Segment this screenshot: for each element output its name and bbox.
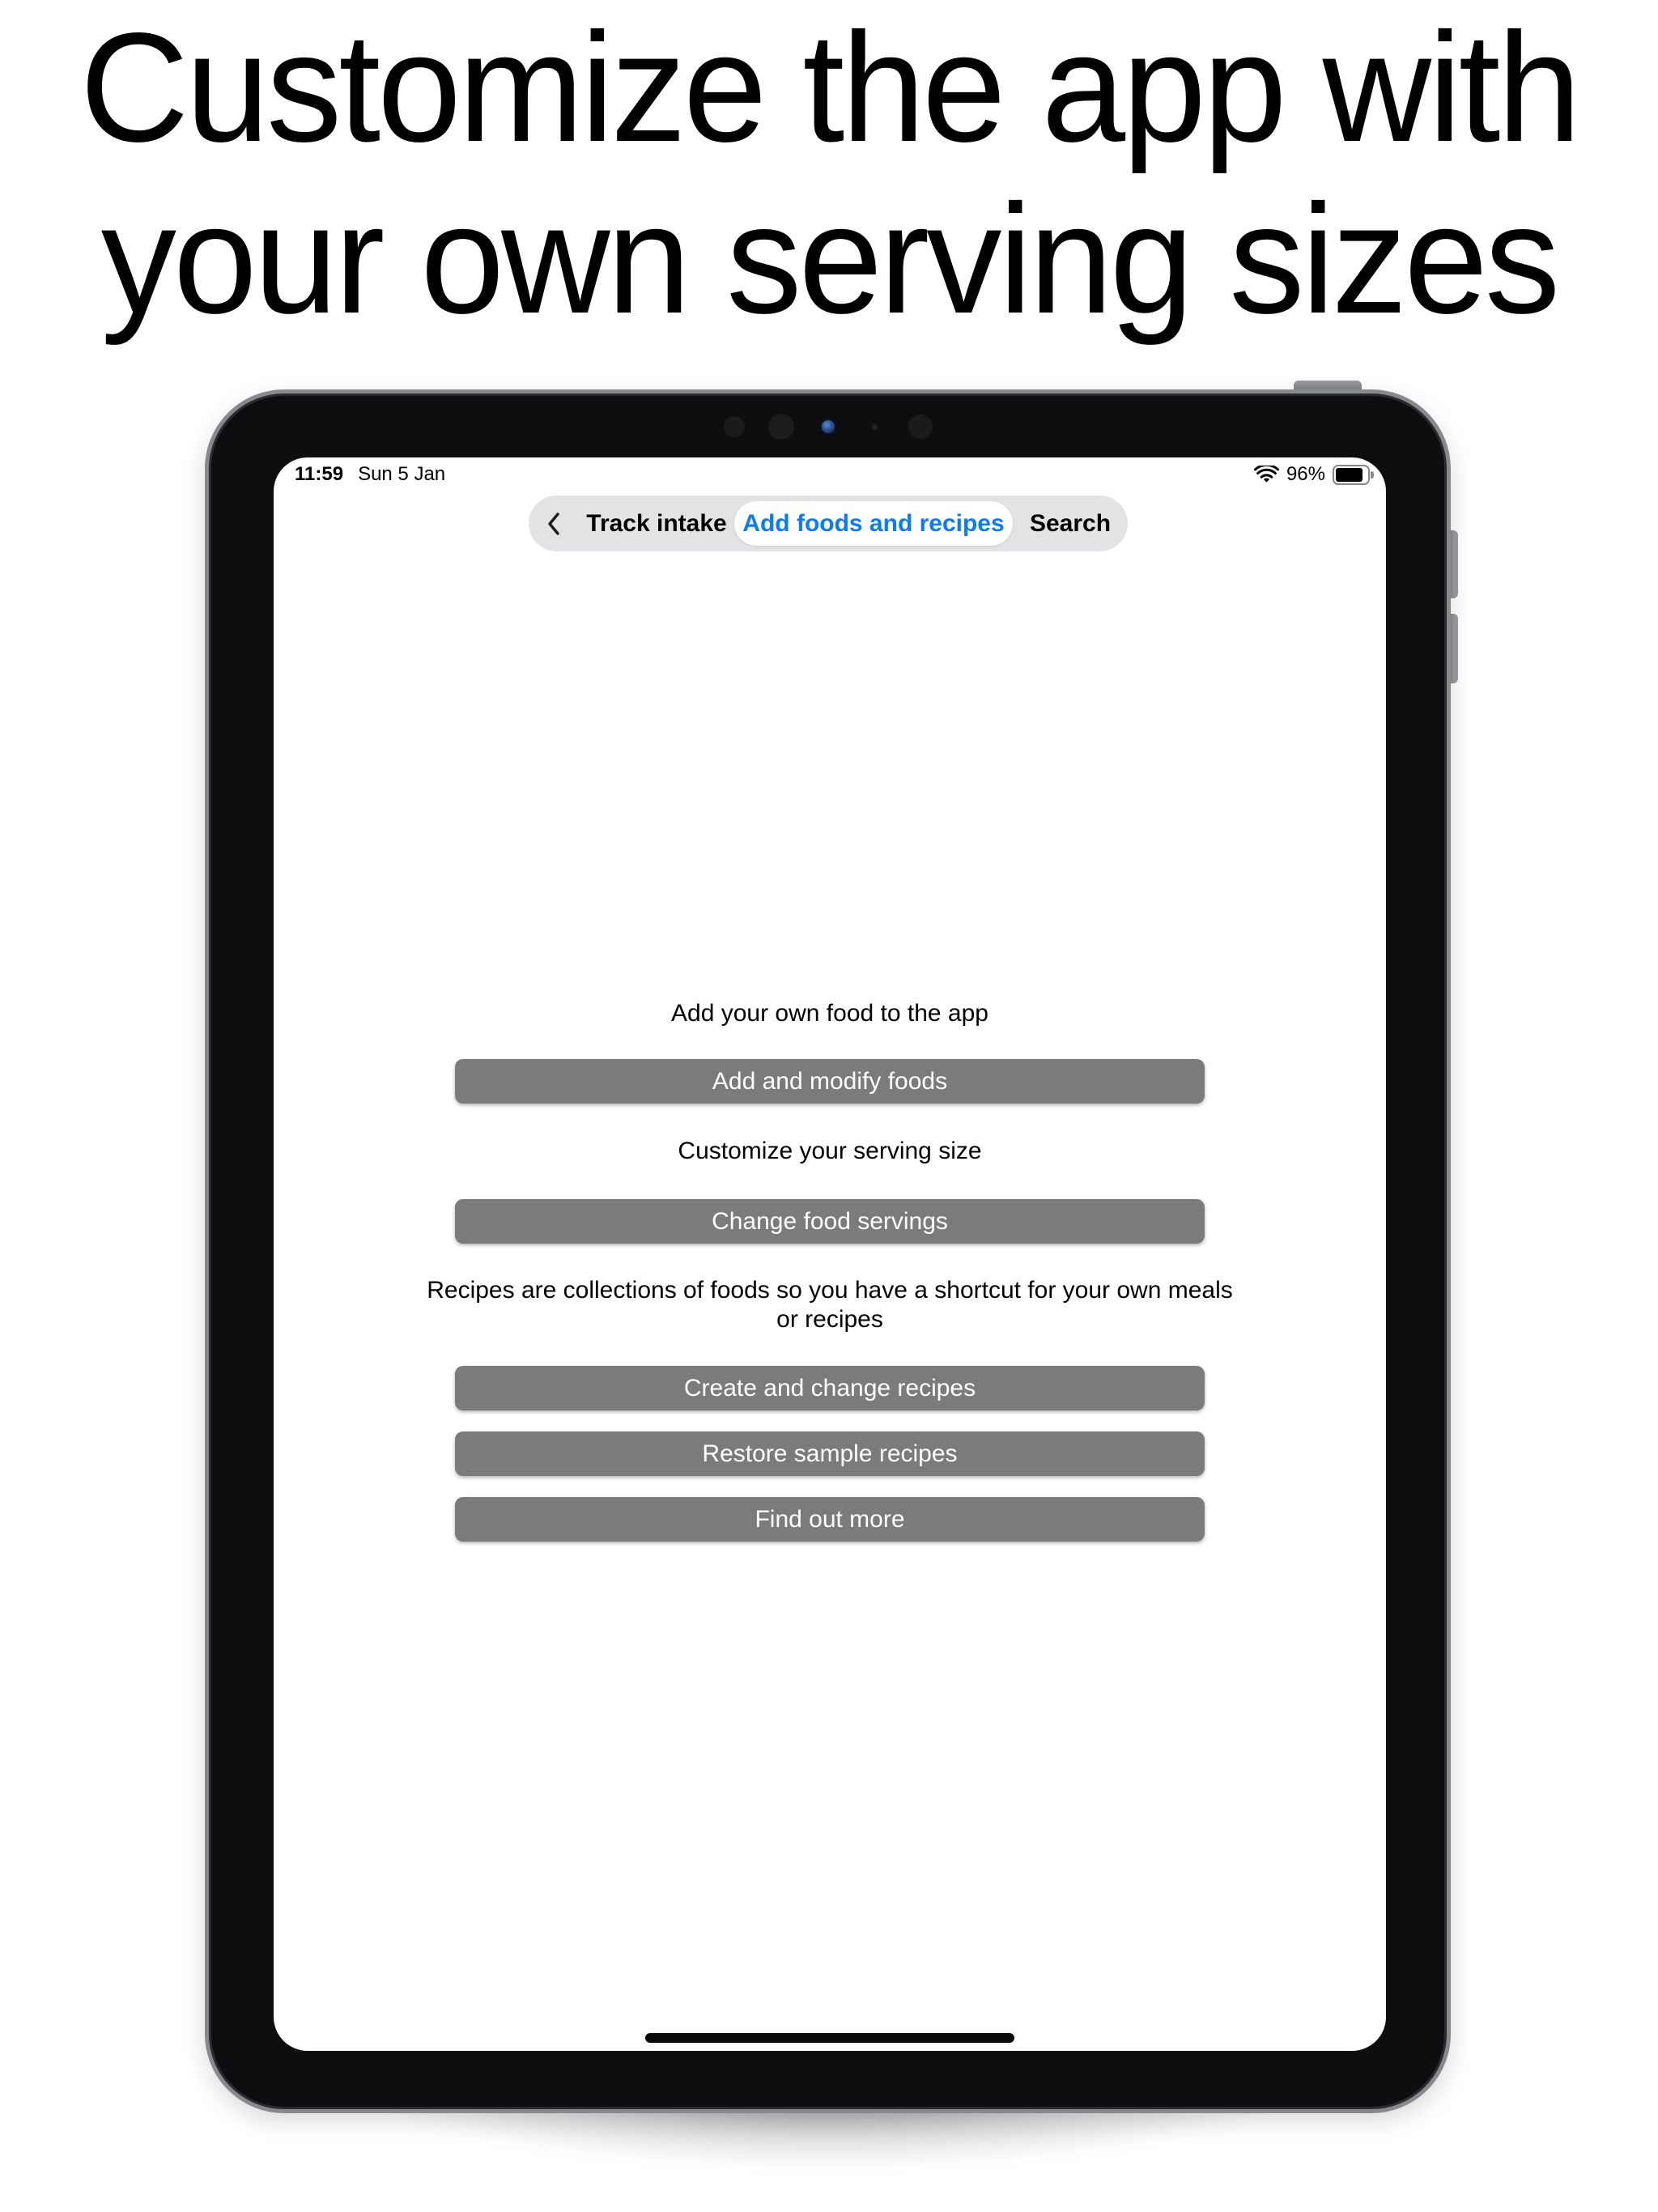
status-time: 11:59 [295, 463, 344, 485]
sensor-icon [908, 415, 933, 439]
battery-percent: 96% [1286, 463, 1325, 485]
top-segmented-control [529, 496, 1128, 551]
app-screen [274, 457, 1386, 2051]
add-and-modify-foods-button[interactable]: Add and modify foods [455, 1059, 1205, 1104]
chevron-left-icon [547, 512, 560, 536]
recipes-description-text: Recipes are collections of foods so you have a shortcut for your own meals or recipes [427, 1277, 1233, 1333]
battery-fill [1336, 468, 1363, 482]
status-bar-left [295, 462, 445, 487]
change-food-servings-button[interactable]: Change food servings [455, 1199, 1205, 1244]
find-out-more-button[interactable]: Find out more [455, 1497, 1205, 1542]
tab-search[interactable]: Search [1029, 509, 1112, 537]
page-title [0, 2, 1658, 345]
home-indicator-handle[interactable] [645, 2033, 1014, 2043]
sensor-icon [724, 416, 745, 437]
status-date: Sun 5 Jan [358, 463, 446, 485]
sensor-icon [768, 414, 794, 440]
battery-icon [1333, 465, 1370, 485]
battery-nub [1371, 471, 1374, 479]
front-camera-icon [822, 420, 835, 433]
page-title-line-1: Customize the app with [79, 0, 1579, 174]
tab-add-foods-and-recipes[interactable]: Add foods and recipes [734, 501, 1013, 546]
intro-text: Add your own food to the app [671, 1000, 988, 1027]
serving-size-text: Customize your serving size [678, 1138, 982, 1164]
wifi-icon [1254, 466, 1279, 484]
back-button[interactable] [529, 512, 579, 536]
restore-sample-recipes-button[interactable]: Restore sample recipes [455, 1431, 1205, 1476]
tab-track-intake[interactable]: Track intake [586, 509, 727, 537]
page-title-line-2: your own serving sizes [100, 172, 1558, 346]
create-and-change-recipes-button[interactable]: Create and change recipes [455, 1366, 1205, 1410]
ipad-device-frame [205, 389, 1451, 2113]
sensor-icon [872, 424, 878, 430]
status-bar-right [1254, 462, 1370, 487]
